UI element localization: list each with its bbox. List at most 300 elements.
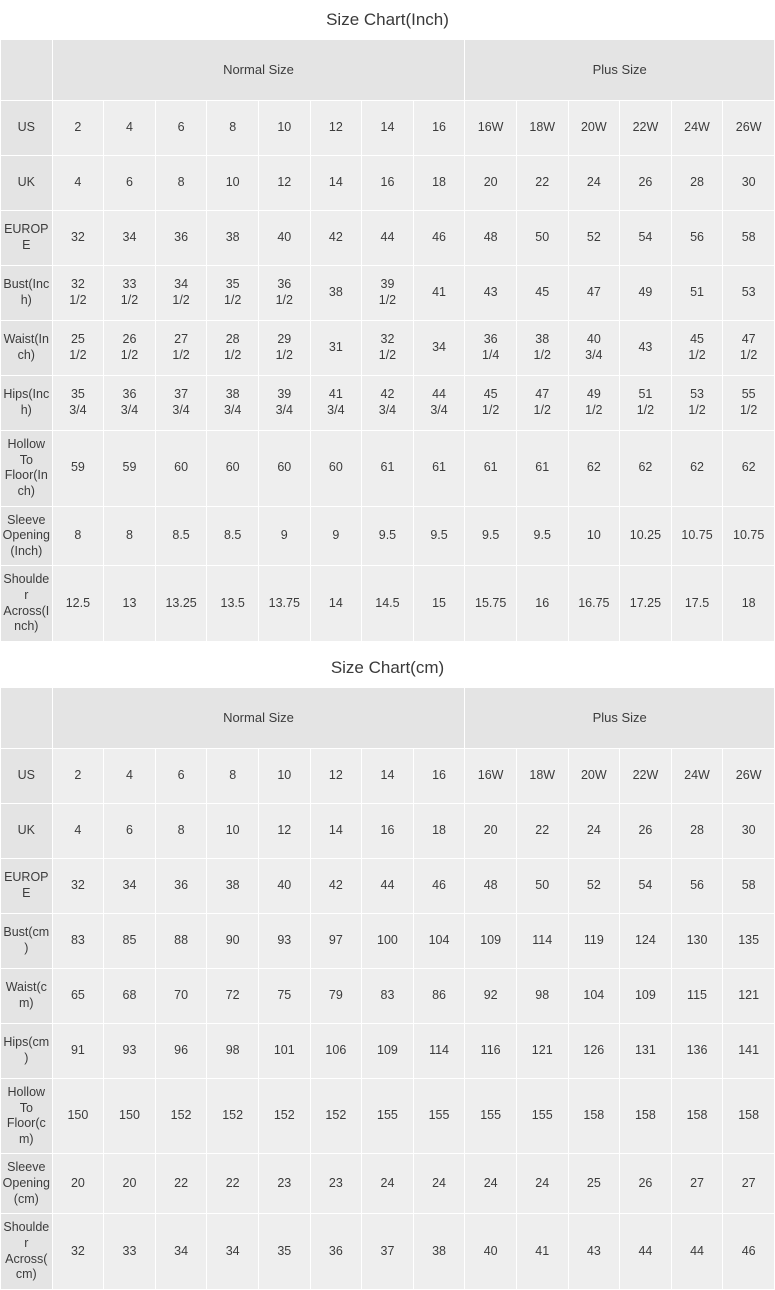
table-cell: 10 [207,156,259,211]
table-cell: 34 [413,321,465,376]
table-cell: 38 1/2 [516,321,568,376]
table-cell: 44 3/4 [413,376,465,431]
row-header: EUROPE [1,211,53,266]
table-cell: 24W [671,748,723,803]
table-cell: 62 [620,431,672,507]
table-cell: 91 [52,1023,104,1078]
table-cell: 55 1/2 [723,376,775,431]
table-cell: 96 [155,1023,207,1078]
table-row [1,566,775,642]
table-cell: 33 [104,1214,156,1290]
table-cell: 116 [465,1023,517,1078]
table-cell: 104 [413,913,465,968]
table-cell: 27 [671,1154,723,1214]
table-cell: 60 [207,431,259,507]
table-cell: 9.5 [362,506,414,566]
table-cell: 130 [671,913,723,968]
table-cell: 45 1/2 [671,321,723,376]
table-cell: 37 3/4 [155,376,207,431]
table-cell: 14.5 [362,566,414,642]
table-cell: 24 [568,156,620,211]
table-cell: 32 [52,1214,104,1290]
table-cell: 22W [620,101,672,156]
table-cell: 12 [310,748,362,803]
row-header: UK [1,156,53,211]
row-header: Bust(Inch) [1,266,53,321]
table-cell: 16 [516,566,568,642]
table-cell: 40 [465,1214,517,1290]
table-cell: 79 [310,968,362,1023]
table-cell: 22 [516,156,568,211]
row-header: US [1,748,53,803]
table-cell: 13 [104,566,156,642]
table-cell: 36 1/2 [258,266,310,321]
row-header: Sleeve Opening(Inch) [1,506,53,566]
table-cell: 45 [516,266,568,321]
table-cell: 2 [52,748,104,803]
table-cell: 27 [723,1154,775,1214]
table-cell: 2 [52,101,104,156]
row-header: Hollow To Floor(cm) [1,1078,53,1154]
table-cell: 38 [310,266,362,321]
row-header: Waist(cm) [1,968,53,1023]
table-cell: 12.5 [52,566,104,642]
table-cell: 26W [723,748,775,803]
table-cell: 60 [155,431,207,507]
row-header: Bust(cm) [1,913,53,968]
table-cell: 44 [620,1214,672,1290]
table-cell: 35 3/4 [52,376,104,431]
row-header: US [1,101,53,156]
table-cell: 9 [258,506,310,566]
table-cell: 42 3/4 [362,376,414,431]
table-cell: 32 [52,858,104,913]
table-cell: 26 [620,803,672,858]
table-cell: 43 [568,1214,620,1290]
table-cell: 22W [620,748,672,803]
table-cell: 34 [104,211,156,266]
table-cell: 152 [155,1078,207,1154]
table-cell: 100 [362,913,414,968]
table-cell: 39 1/2 [362,266,414,321]
table-cell: 155 [516,1078,568,1154]
table-cell: 18W [516,748,568,803]
group-header-normal-size: Normal Size [52,687,465,748]
table-cell: 38 [207,211,259,266]
table-cell: 26W [723,101,775,156]
table-cell: 101 [258,1023,310,1078]
table-cell: 50 [516,211,568,266]
table-cell: 15.75 [465,566,517,642]
table-cell: 70 [155,968,207,1023]
table-cell: 98 [207,1023,259,1078]
table-cell: 17.5 [671,566,723,642]
table-cell: 115 [671,968,723,1023]
table-cell: 31 [310,321,362,376]
table-cell: 12 [258,156,310,211]
table-cell: 13.25 [155,566,207,642]
table-cell: 14 [362,101,414,156]
table-cell: 37 [362,1214,414,1290]
table-cell: 52 [568,211,620,266]
group-header-plus-size: Plus Size [465,40,775,101]
table-cell: 34 [104,858,156,913]
table-cell: 36 3/4 [104,376,156,431]
table-cell: 83 [52,913,104,968]
table-row [1,968,775,1023]
size-table-cm-body [1,687,775,1289]
table-cell: 126 [568,1023,620,1078]
table-cell: 18 [413,156,465,211]
table-cell: 14 [362,748,414,803]
size-table-cm [0,687,775,1290]
table-cell: 106 [310,1023,362,1078]
table-cell: 6 [155,748,207,803]
row-header: Shoulder Across(Inch) [1,566,53,642]
table-row [1,858,775,913]
table-cell: 51 [671,266,723,321]
table-cell: 33 1/2 [104,266,156,321]
table-cell: 10.25 [620,506,672,566]
table-cell: 44 [362,858,414,913]
size-chart-cm-section [0,648,775,1290]
table-cell: 47 [568,266,620,321]
table-cell: 36 1/4 [465,321,517,376]
table-cell: 16 [362,803,414,858]
table-cell: 20W [568,748,620,803]
row-header: Waist(Inch) [1,321,53,376]
table-cell: 35 1/2 [207,266,259,321]
table-cell: 26 [620,156,672,211]
table-cell: 10 [207,803,259,858]
table-cell: 8.5 [207,506,259,566]
table-cell: 28 [671,803,723,858]
table-cell: 20 [104,1154,156,1214]
table-row [1,101,775,156]
row-header: Hips(cm) [1,1023,53,1078]
table-cell: 15 [413,566,465,642]
table-cell: 18 [413,803,465,858]
table-cell: 35 [258,1214,310,1290]
table-cell: 90 [207,913,259,968]
table-cell: 32 1/2 [52,266,104,321]
table-cell: 28 [671,156,723,211]
table-cell: 152 [310,1078,362,1154]
table-cell: 8 [104,506,156,566]
table-row [1,1078,775,1154]
table-row [1,376,775,431]
table-cell: 114 [413,1023,465,1078]
table-cell: 41 [413,266,465,321]
table-cell: 92 [465,968,517,1023]
table-cell: 14 [310,156,362,211]
table-cell: 25 [568,1154,620,1214]
table-cell: 9.5 [516,506,568,566]
table-cell: 136 [671,1023,723,1078]
table-cell: 60 [310,431,362,507]
table-cell: 88 [155,913,207,968]
table-cell: 17.25 [620,566,672,642]
table-row [1,913,775,968]
table-cell: 4 [104,748,156,803]
table-cell: 65 [52,968,104,1023]
table-cell: 131 [620,1023,672,1078]
table-cell: 23 [258,1154,310,1214]
table-cell: 34 [207,1214,259,1290]
table-cell: 38 3/4 [207,376,259,431]
table-row [1,211,775,266]
table-cell: 109 [362,1023,414,1078]
table-cell: 45 1/2 [465,376,517,431]
table-cell: 114 [516,913,568,968]
table-cell: 52 [568,858,620,913]
table-cell: 61 [413,431,465,507]
table-cell: 24 [568,803,620,858]
group-header-row [1,687,775,748]
row-header: EUROPE [1,858,53,913]
table-cell: 104 [568,968,620,1023]
table-cell: 10 [258,748,310,803]
table-cell: 24 [516,1154,568,1214]
table-cell: 36 [155,858,207,913]
table-cell: 49 1/2 [568,376,620,431]
table-cell: 51 1/2 [620,376,672,431]
table-cell: 14 [310,803,362,858]
table-cell: 54 [620,211,672,266]
table-cell: 43 [465,266,517,321]
table-cell: 38 [207,858,259,913]
table-cell: 42 [310,858,362,913]
table-cell: 22 [155,1154,207,1214]
table-cell: 72 [207,968,259,1023]
table-cell: 46 [413,211,465,266]
table-cell: 83 [362,968,414,1023]
table-cell: 16W [465,101,517,156]
table-cell: 4 [52,803,104,858]
table-cell: 9.5 [465,506,517,566]
table-cell: 29 1/2 [258,321,310,376]
table-cell: 6 [104,803,156,858]
table-cell: 30 [723,803,775,858]
table-cell: 40 [258,211,310,266]
table-cell: 59 [52,431,104,507]
table-cell: 93 [258,913,310,968]
table-cell: 8 [155,803,207,858]
table-cell: 16.75 [568,566,620,642]
table-cell: 32 1/2 [362,321,414,376]
table-cell: 18W [516,101,568,156]
row-header: Shoulder Across(cm) [1,1214,53,1290]
row-header: UK [1,803,53,858]
table-cell: 43 [620,321,672,376]
table-cell: 50 [516,858,568,913]
table-cell: 61 [516,431,568,507]
table-cell: 26 1/2 [104,321,156,376]
table-cell: 58 [723,858,775,913]
table-cell: 6 [104,156,156,211]
table-cell: 23 [310,1154,362,1214]
table-cell: 24 [413,1154,465,1214]
row-header: Sleeve Opening(cm) [1,1154,53,1214]
table-cell: 39 3/4 [258,376,310,431]
table-cell: 46 [413,858,465,913]
table-cell: 121 [723,968,775,1023]
table-cell: 40 [258,858,310,913]
table-cell: 9.5 [413,506,465,566]
table-cell: 44 [362,211,414,266]
table-cell: 10 [258,101,310,156]
table-row [1,266,775,321]
table-cell: 4 [104,101,156,156]
table-row [1,1214,775,1290]
table-row [1,431,775,507]
table-cell: 155 [362,1078,414,1154]
table-cell: 150 [104,1078,156,1154]
table-cell: 141 [723,1023,775,1078]
table-cell: 152 [258,1078,310,1154]
table-cell: 13.5 [207,566,259,642]
table-cell: 8 [52,506,104,566]
table-cell: 47 1/2 [516,376,568,431]
table-cell: 98 [516,968,568,1023]
table-cell: 32 [52,211,104,266]
table-cell: 25 1/2 [52,321,104,376]
table-cell: 44 [671,1214,723,1290]
table-cell: 4 [52,156,104,211]
row-header: Hollow To Floor(Inch) [1,431,53,507]
table-cell: 68 [104,968,156,1023]
table-cell: 155 [413,1078,465,1154]
chart-title-inch: Size Chart(Inch) [0,0,775,39]
row-header: Hips(Inch) [1,376,53,431]
table-cell: 36 [310,1214,362,1290]
table-cell: 30 [723,156,775,211]
table-cell: 46 [723,1214,775,1290]
table-cell: 8 [155,156,207,211]
table-cell: 16W [465,748,517,803]
table-cell: 158 [723,1078,775,1154]
table-cell: 20W [568,101,620,156]
size-table-inch [0,39,775,642]
table-cell: 56 [671,858,723,913]
table-cell: 53 [723,266,775,321]
table-cell: 24 [362,1154,414,1214]
table-row [1,506,775,566]
table-cell: 59 [104,431,156,507]
table-cell: 119 [568,913,620,968]
table-cell: 20 [465,803,517,858]
table-cell: 61 [465,431,517,507]
table-cell: 62 [723,431,775,507]
table-cell: 13.75 [258,566,310,642]
table-row [1,156,775,211]
table-cell: 54 [620,858,672,913]
table-cell: 109 [620,968,672,1023]
table-cell: 36 [155,211,207,266]
chart-title-cm: Size Chart(cm) [0,648,775,687]
table-cell: 47 1/2 [723,321,775,376]
table-cell: 124 [620,913,672,968]
table-cell: 10.75 [671,506,723,566]
table-cell: 40 3/4 [568,321,620,376]
table-row [1,748,775,803]
table-cell: 20 [52,1154,104,1214]
table-cell: 9 [310,506,362,566]
table-cell: 150 [52,1078,104,1154]
size-chart-inch-section [0,0,775,642]
table-row [1,1023,775,1078]
table-cell: 14 [310,566,362,642]
table-cell: 18 [723,566,775,642]
table-cell: 12 [258,803,310,858]
size-table-inch-body [1,40,775,642]
table-cell: 93 [104,1023,156,1078]
table-cell: 10.75 [723,506,775,566]
table-cell: 12 [310,101,362,156]
table-cell: 61 [362,431,414,507]
table-cell: 158 [671,1078,723,1154]
table-cell: 152 [207,1078,259,1154]
table-cell: 28 1/2 [207,321,259,376]
table-cell: 62 [568,431,620,507]
table-cell: 158 [568,1078,620,1154]
group-header-plus-size: Plus Size [465,687,775,748]
table-cell: 86 [413,968,465,1023]
table-cell: 41 3/4 [310,376,362,431]
table-cell: 27 1/2 [155,321,207,376]
group-header-row [1,40,775,101]
table-cell: 34 1/2 [155,266,207,321]
table-corner-cell [1,40,53,101]
table-cell: 56 [671,211,723,266]
table-cell: 85 [104,913,156,968]
table-cell: 24 [465,1154,517,1214]
table-cell: 48 [465,858,517,913]
table-cell: 121 [516,1023,568,1078]
table-cell: 155 [465,1078,517,1154]
table-cell: 24W [671,101,723,156]
table-cell: 34 [155,1214,207,1290]
table-row [1,321,775,376]
table-row [1,803,775,858]
table-cell: 20 [465,156,517,211]
table-cell: 135 [723,913,775,968]
table-cell: 48 [465,211,517,266]
table-cell: 158 [620,1078,672,1154]
table-cell: 22 [516,803,568,858]
table-cell: 16 [413,101,465,156]
table-cell: 49 [620,266,672,321]
group-header-normal-size: Normal Size [52,40,465,101]
table-cell: 109 [465,913,517,968]
table-cell: 42 [310,211,362,266]
table-cell: 41 [516,1214,568,1290]
table-cell: 8.5 [155,506,207,566]
table-cell: 16 [413,748,465,803]
table-cell: 58 [723,211,775,266]
table-cell: 60 [258,431,310,507]
table-cell: 8 [207,101,259,156]
table-cell: 26 [620,1154,672,1214]
table-cell: 10 [568,506,620,566]
table-cell: 8 [207,748,259,803]
table-cell: 6 [155,101,207,156]
table-cell: 53 1/2 [671,376,723,431]
table-cell: 38 [413,1214,465,1290]
table-cell: 62 [671,431,723,507]
table-cell: 75 [258,968,310,1023]
table-corner-cell [1,687,53,748]
